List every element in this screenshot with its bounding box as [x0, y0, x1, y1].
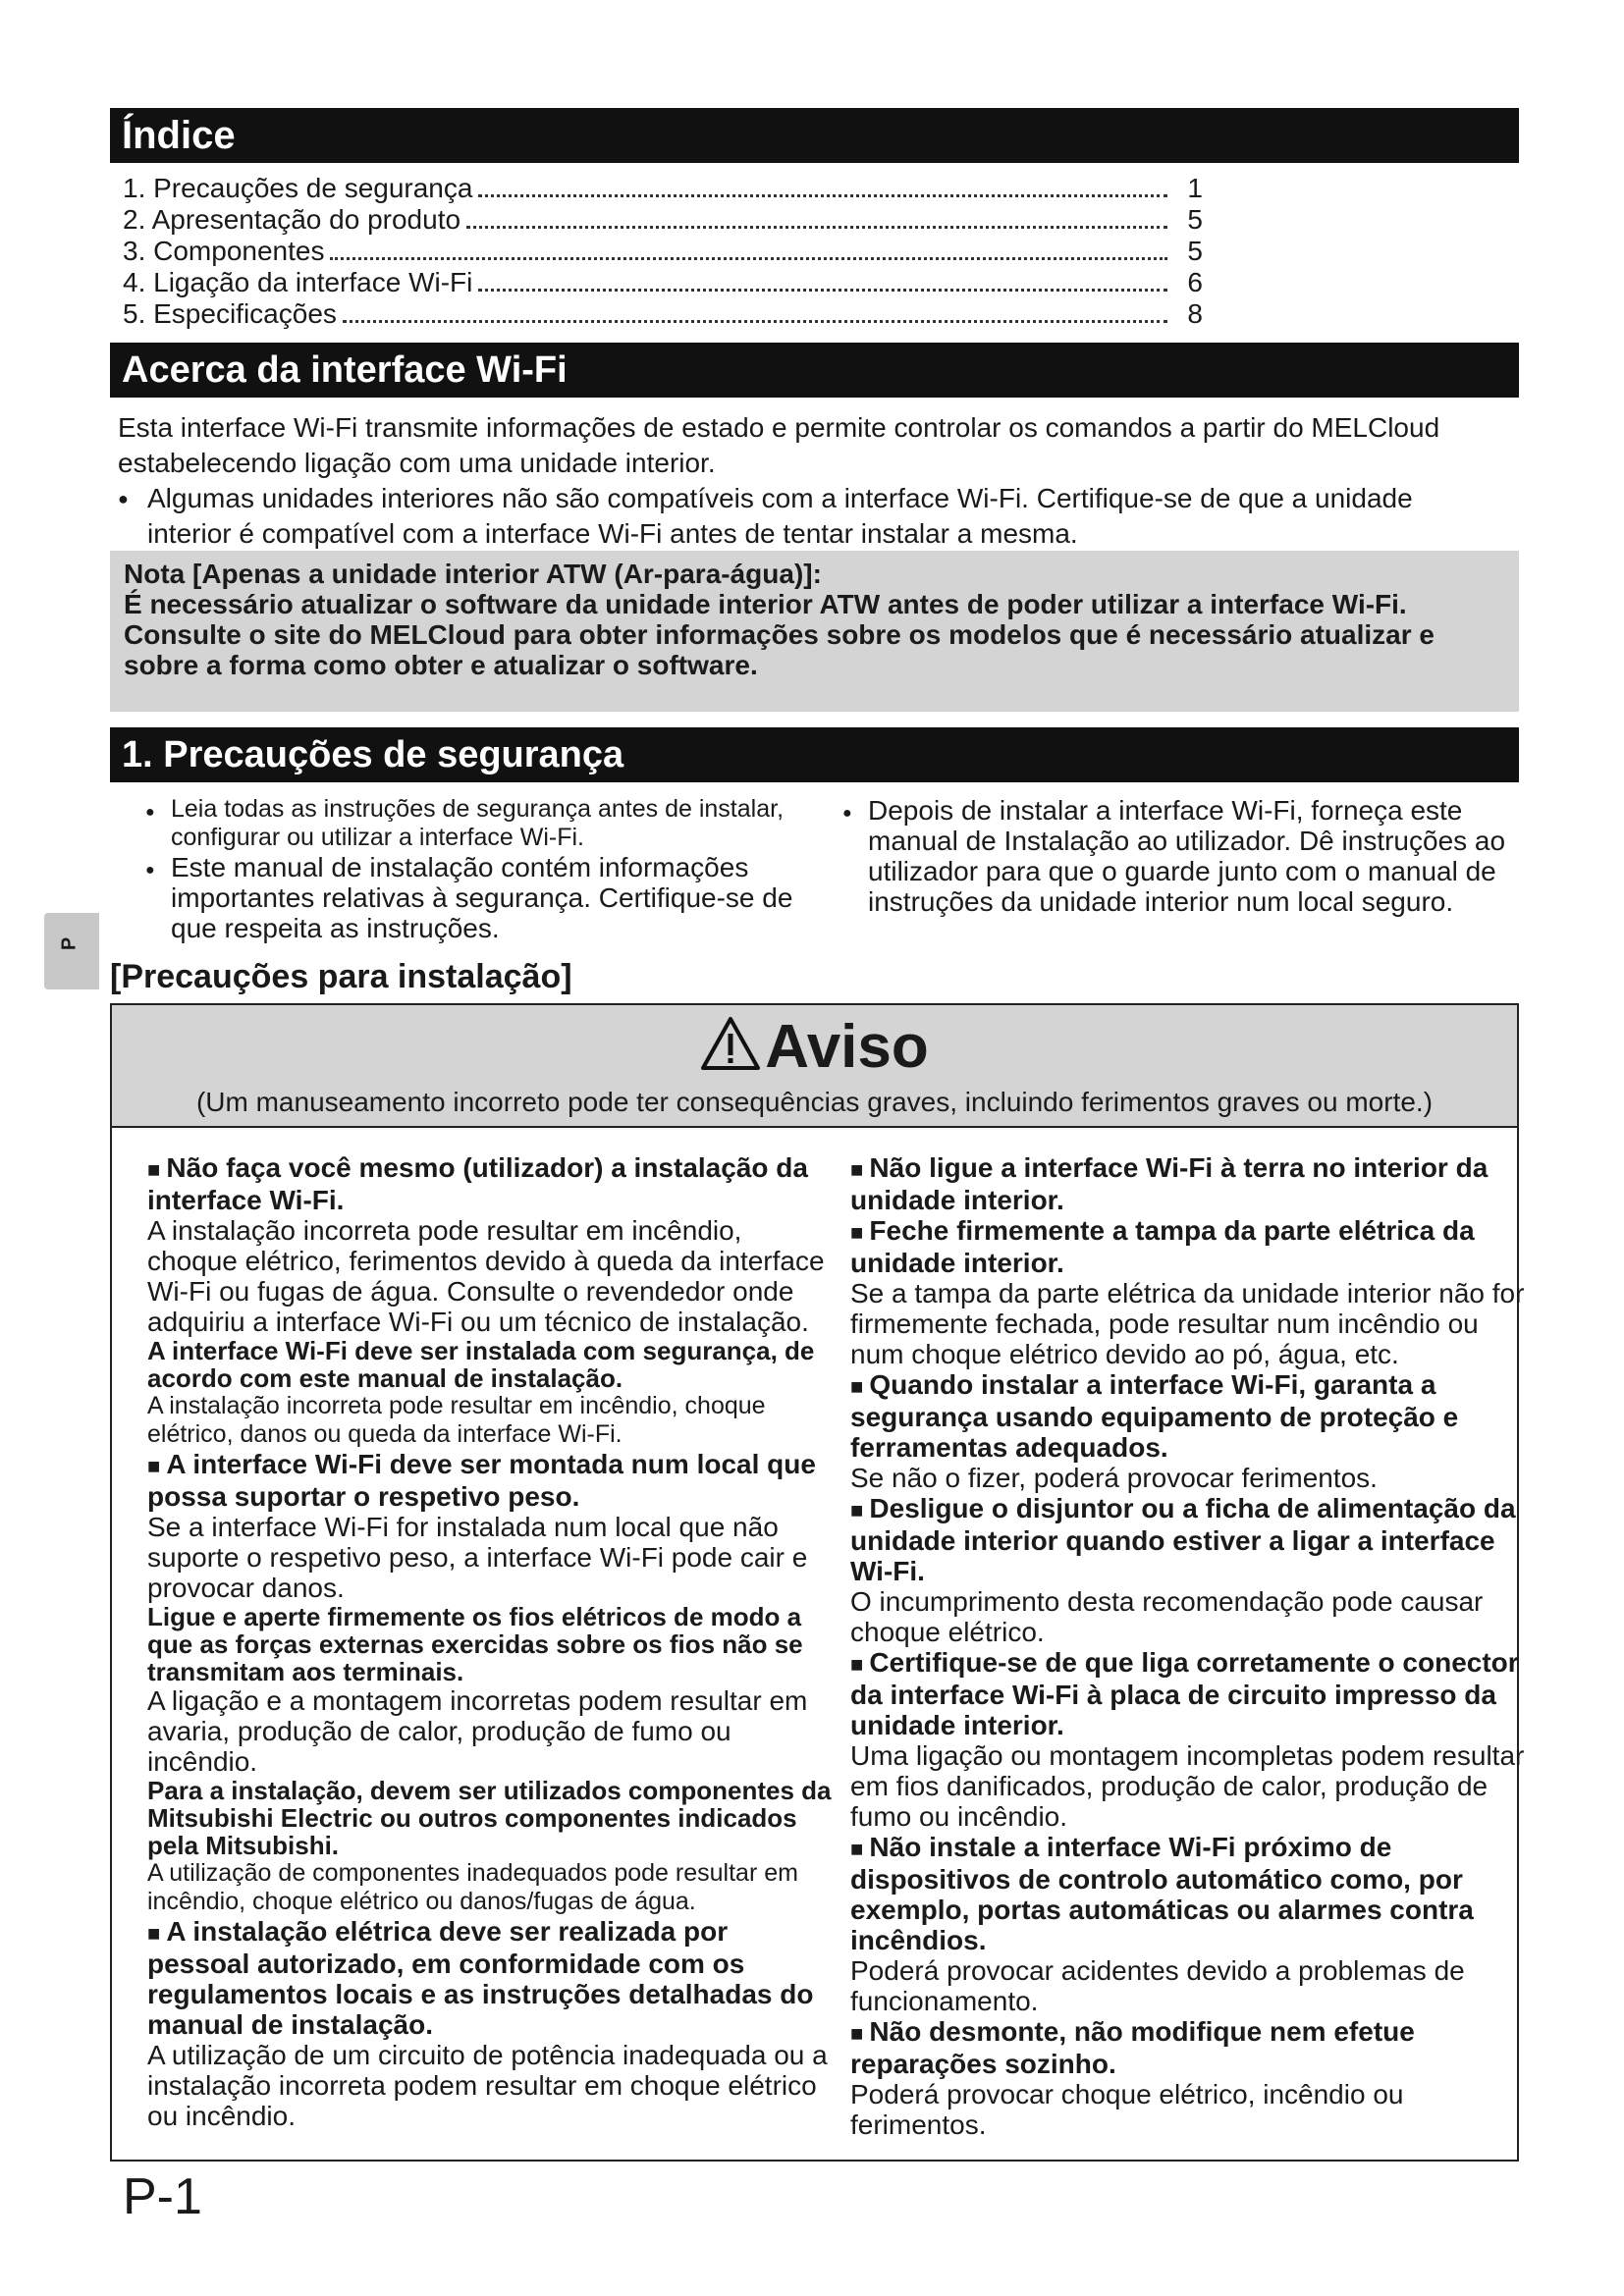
warning-item-text: A instalação incorreta pode resultar em incêndio, choque elétrico, ferimentos devido à queda da interface Wi-Fi ou fugas de água. Consulte o revendedor onde adquiriu a interface Wi-Fi ou um técnico de instalação.: [147, 1215, 825, 1337]
toc-item[interactable]: [123, 267, 1203, 298]
intro-bullet: ● Depois de instalar a interface Wi-Fi, forneça este manual de Instalação ao utilizador. Dê instruções ao utilizador para que o guarde junto com o manual de instruções da unidade interior num local seguro.: [842, 795, 1510, 917]
about-paragraph: Esta interface Wi-Fi transmite informações de estado e permite controlar os comandos a partir do MELCloud estabelecendo ligação com uma unidade interior.: [118, 412, 1440, 478]
acerca-title: Acerca da interface Wi-Fi: [122, 349, 568, 391]
page-number: P-1: [123, 2168, 202, 2225]
warning-title-text: Aviso: [765, 1013, 929, 1081]
toc-label: 3. Componentes: [123, 236, 325, 266]
warning-title: [112, 1013, 1517, 1082]
language-tab: [44, 913, 99, 989]
warning-item-text: Se a interface Wi-Fi for instalada num local que não suporte o respetivo peso, a interface Wi-Fi pode cair e provocar danos.: [147, 1512, 808, 1603]
section-header-acerca: [110, 343, 1519, 398]
warning-item-text: A utilização de um circuito de potência inadequada ou a instalação incorreta podem resultar em choque elétrico ou incêndio.: [147, 2040, 828, 2131]
intro-left-column: [145, 795, 793, 943]
toc-item[interactable]: [123, 236, 1203, 267]
warning-item-heading: ■ A instalação elétrica deve ser realizada por pessoal autorizado, em conformidade com os regulamentos locais e as instruções detalhadas do manual de instalação.: [147, 1916, 835, 2040]
toc-label: 4. Ligação da interface Wi-Fi: [123, 267, 473, 297]
warning-item-text: Poderá provocar acidentes devido a problemas de funcionamento.: [850, 1955, 1465, 2016]
warning-triangle-icon: [700, 1016, 761, 1071]
toc-page: 5: [1187, 204, 1203, 235]
intro-right-column: [842, 795, 1510, 917]
warning-item-heading: ■ Não instale a interface Wi-Fi próximo de dispositivos de controlo automático como, por exemplo, portas automáticas ou alarmes contra incêndios.: [850, 1832, 1528, 1955]
warning-item-heading: ■ Certifique-se de que liga corretamente o conector da interface Wi-Fi à placa de circuito impresso da unidade interior.: [850, 1647, 1528, 1740]
language-tab-letter: P: [58, 936, 81, 951]
section-header-seguranca: [110, 727, 1519, 782]
toc-item[interactable]: [123, 173, 1203, 204]
toc-page: 8: [1187, 298, 1203, 329]
seguranca-title: 1. Precauções de segurança: [122, 734, 624, 775]
toc-page: 5: [1187, 236, 1203, 266]
warning-item-heading: ■ Não ligue a interface Wi-Fi à terra no interior da unidade interior.: [850, 1152, 1528, 1215]
warning-item-text: A utilização de componentes inadequados pode resultar em incêndio, choque elétrico ou danos/fugas de água.: [147, 1859, 798, 1915]
warning-subtitle: (Um manuseamento incorreto pode ter consequências graves, incluindo ferimentos graves ou morte.): [195, 1087, 1434, 1117]
toc-page: 1: [1187, 173, 1203, 203]
warning-item-heading: A interface Wi-Fi deve ser instalada com segurança, de acordo com este manual de instalação.: [147, 1336, 815, 1393]
subheading-instalacao: [Precauções para instalação]: [110, 958, 572, 995]
warning-item-heading: ■ A interface Wi-Fi deve ser montada num local que possa suportar o respetivo peso.: [147, 1449, 835, 1512]
about-text: [118, 410, 1492, 552]
warning-item-text: Uma ligação ou montagem incompletas podem resultar em fios danificados, produção de calor, produção de fumo ou incêndio.: [850, 1740, 1525, 1832]
note-line3: Consulte o site do MELCloud para obter informações sobre os modelos que é necessário atualizar e sobre a forma como obter e atualizar o software.: [124, 619, 1435, 680]
indice-title: Índice: [122, 114, 236, 157]
intro-bullet: ● Leia todas as instruções de segurança antes de instalar, configurar ou utilizar a interface Wi-Fi.: [145, 795, 793, 852]
toc-label: 5. Especificações: [123, 298, 337, 329]
warning-item-text: A instalação incorreta pode resultar em incêndio, choque elétrico, danos ou queda da interface Wi-Fi.: [147, 1392, 766, 1448]
warning-item-heading: ■ Quando instalar a interface Wi-Fi, garanta a segurança usando equipamento de proteção e ferramentas adequados.: [850, 1369, 1528, 1463]
warning-item-text: Poderá provocar choque elétrico, incêndio ou ferimentos.: [850, 2079, 1404, 2140]
note-box: [110, 551, 1519, 712]
warning-item-text: Se a tampa da parte elétrica da unidade interior não for firmemente fechada, pode resultar num incêndio ou num choque elétrico devido ao pó, água, etc.: [850, 1278, 1525, 1369]
warning-item-heading: ■ Não faça você mesmo (utilizador) a instalação da interface Wi-Fi.: [147, 1152, 835, 1215]
warning-item-heading: ■ Feche firmemente a tampa da parte elétrica da unidade interior.: [850, 1215, 1528, 1278]
toc-label: 1. Precauções de segurança: [123, 173, 473, 203]
warning-item-heading: ■ Desligue o disjuntor ou a ficha de alimentação da unidade interior quando estiver a ligar a interface Wi-Fi.: [850, 1493, 1528, 1586]
warning-item-heading: Ligue e aperte firmemente os fios elétricos de modo a que as forças externas exercidas sobre os fios não se transmitam aos terminais.: [147, 1602, 803, 1686]
warning-item-heading: Para a instalação, devem ser utilizados componentes da Mitsubishi Electric ou outros componentes indicados pela Mitsubishi.: [147, 1776, 832, 1860]
toc-page: 6: [1187, 267, 1203, 297]
warning-item-text: O incumprimento desta recomendação pode causar choque elétrico.: [850, 1586, 1484, 1647]
note-line1: Nota [Apenas a unidade interior ATW (Ar-para-água)]:: [124, 559, 822, 589]
warning-right-column: [850, 1152, 1528, 2140]
toc-item[interactable]: [123, 298, 1203, 330]
intro-bullet: ● Este manual de instalação contém informações importantes relativas à segurança. Certifique-se de que respeita as instruções.: [145, 852, 793, 943]
warning-left-column: [147, 1152, 835, 2131]
warning-item-heading: ■ Não desmonte, não modifique nem efetue reparações sozinho.: [850, 2016, 1528, 2079]
warning-header: [112, 1005, 1517, 1128]
note-line2: É necessário atualizar o software da unidade interior ATW antes de poder utilizar a interface Wi-Fi.: [124, 589, 1407, 619]
about-bullet: ● Algumas unidades interiores não são compatíveis com a interface Wi-Fi. Certifique-se de que a unidade interior é compatível com a interface Wi-Fi antes de tentar instalar a mesma.: [118, 481, 1492, 552]
table-of-contents: [123, 173, 1203, 330]
section-header-indice: [110, 108, 1519, 163]
warning-item-text: A ligação e a montagem incorretas podem resultar em avaria, produção de calor, produção de fumo ou incêndio.: [147, 1685, 808, 1777]
toc-item[interactable]: [123, 204, 1203, 236]
warning-box: [110, 1003, 1525, 2162]
warning-item-text: Se não o fizer, poderá provocar ferimentos.: [850, 1463, 1378, 1493]
toc-label: 2. Apresentação do produto: [123, 204, 461, 235]
